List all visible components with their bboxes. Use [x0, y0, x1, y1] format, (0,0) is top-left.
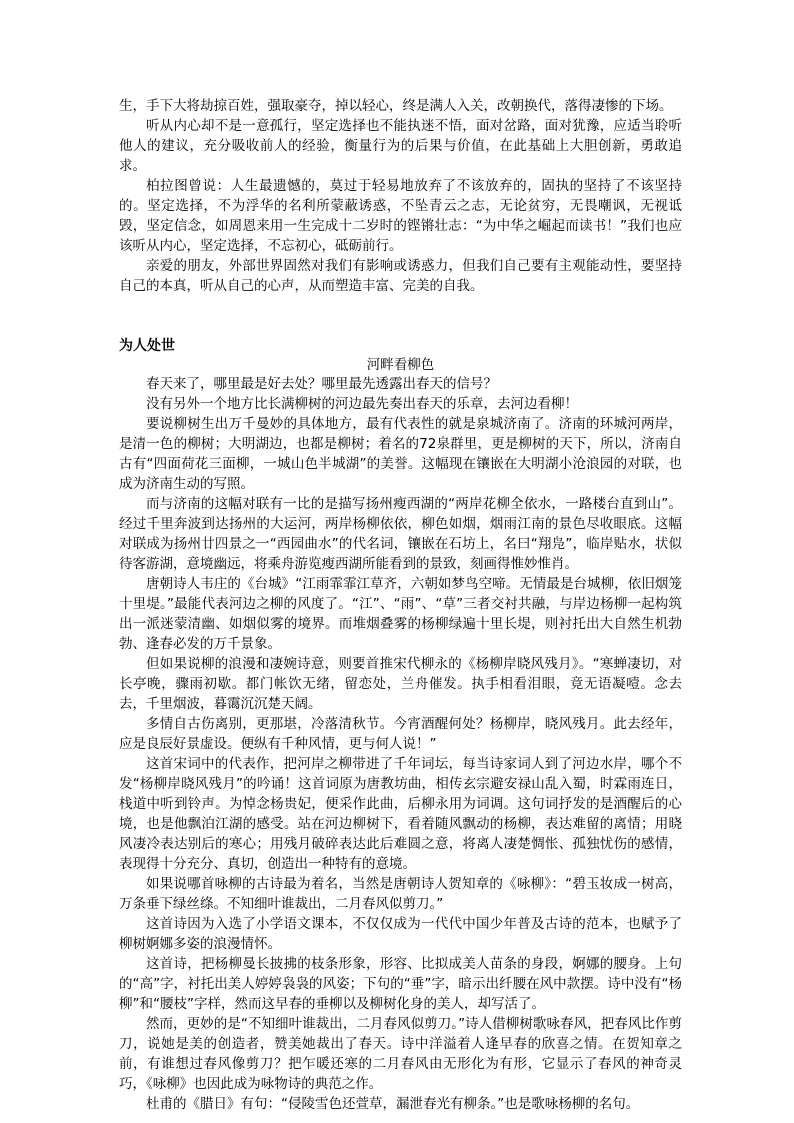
paragraph: 杜甫的《腊日》有句：“侵陵雪色还萱草，漏泄春光有柳条。”也是歌咏杨柳的名句。	[146, 1096, 640, 1112]
essay-section-conduct	[119, 336, 682, 1114]
paragraph: 这首宋词中的代表作，把河岸之柳带进了千年词坛，每当诗家词人到了河边水岸，哪个不发“杨柳岸晓风残月”的吟诵！这首词原为唐教坊曲，相传玄宗避安禄山乱入蜀，时霖雨连日，栈道中听到铃声。为悼念杨贵妃，便采作此曲，后柳永用为词调。这句词抒发的是酒醒后的心境，也是他飘泊江湖的感受。站在河边柳树下，看着随风飘动的杨柳，表达难留的离情；用晓风凄冷表达别后的寒心；用残月破碎表达此后难圆之意，将离人凄楚惆怅、孤独忧伤的感情，表现得十分充分、真切，创造出一种特有的意境。	[119, 756, 682, 872]
paragraph: 但如果说柳的浪漫和凄婉诗意，则要首推宋代柳永的《杨柳岸晓风残月》。“寒蝉凄切，对长亭晚，骤雨初歇。都门帐饮无绪，留恋处，兰舟催发。执手相看泪眼，竟无语凝噎。念去去，千里烟波，暮霭沉沉楚天阔。	[119, 656, 682, 712]
section-heading: 为人处世	[119, 338, 175, 354]
paragraph: 春天来了，哪里最是好去处？哪里最先透露出春天的信号？	[146, 376, 497, 392]
spacer	[119, 316, 682, 336]
paragraph: 听从内心却不是一意孤行，坚定选择也不能执迷不悟，面对岔路，面对犹豫，应适当聆听他人的建议，充分吸收前人的经验，衡量行为的后果与价值，在此基础上大胆创新，勇敢追求。	[119, 118, 682, 174]
essay-conclusion-section	[119, 96, 682, 296]
paragraph: 而与济南的这幅对联有一比的是描写扬州瘦西湖的“两岸花柳全依水，一路楼台直到山”。经过千里奔波到达扬州的大运河，两岸杨柳依依，柳色如烟，烟雨江南的景色尽收眼底。这幅对联成为扬州廿四景之一“西园曲水”的代名词，镶嵌在石坊上，名曰“翔凫”，临岸贴水，状似待客游湖，意境幽远，将乘舟游览瘦西湖所能看到的景致，刻画得惟妙惟肖。	[119, 496, 682, 572]
paragraph: 然而，更妙的是“不知细叶谁裁出，二月春风似剪刀。”诗人借柳树歌咏春风，把春风比作剪刀，说她是美的创造者，赞美她裁出了春天。诗中洋溢着人逢早春的欣喜之情。在贺知章之前，有谁想过春风像剪刀？把乍暖还寒的二月春风由无形化为有形，它显示了春风的神奇灵巧，《咏柳》也因此成为咏物诗的典范之作。	[119, 1016, 682, 1092]
paragraph: 柏拉图曾说：人生最遗憾的，莫过于轻易地放弃了不该放弃的，固执的坚持了不该坚持的。坚定选择，不为浮华的名利所蒙蔽诱惑，不坠青云之志，无论贫穷，无畏嘲讽，无视诋毁，坚定信念，如周恩来用一生完成十二岁时的铿锵壮志：“为中华之崛起而读书！”我们也应该听从内心，坚定选择，不忘初心，砥砺前行。	[119, 178, 682, 254]
paragraph: 没有另外一个地方比长满柳树的河边最先奏出春天的乐章，去河边看柳！	[146, 396, 578, 412]
paragraph: 多情自古伤离别，更那堪，冷落清秋节。今宵酒醒何处？杨柳岸，晓风残月。此去经年，应是良辰好景虚设。便纵有千种风情，更与何人说！”	[119, 716, 682, 752]
spacer	[119, 296, 682, 316]
paragraph: 生，手下大将劫掠百姓，强取豪夺，掉以轻心，终是满人入关，改朝换代，落得凄惨的下场。	[119, 98, 673, 114]
paragraph: 要说柳树生出万千曼妙的具体地方，最有代表性的就是泉城济南了。济南的环城河两岸，是清一色的柳树；大明湖边，也都是柳树；着名的72泉群里，更是柳树的天下，所以，济南自古有“四面荷花三面柳，一城山色半城湖”的美誉。这幅现在镶嵌在大明湖小沧浪园的对联，也成为济南生动的写照。	[119, 416, 682, 492]
paragraph: 这首诗，把杨柳曼长披拂的枝条形象，形容、比拟成美人苗条的身段，婀娜的腰身。上句的“高”字，衬托出美人婷婷袅袅的风姿；下句的“垂”字，暗示出纤腰在风中款摆。诗中没有“杨柳”和“腰枝”字样，然而这早春的垂柳以及柳树化身的美人，却写活了。	[119, 956, 682, 1012]
article-title: 河畔看柳色	[366, 357, 435, 373]
paragraph: 如果说哪首咏柳的古诗最为着名，当然是唐朝诗人贺知章的《咏柳》：“碧玉妆成一树高，万条垂下绿丝绦。不知细叶谁裁出，二月春风似剪刀。”	[119, 876, 682, 912]
paragraph: 亲爱的朋友，外部世界固然对我们有影响或诱惑力，但我们自己要有主观能动性，要坚持自己的本真，听从自己的心声，从而塑造丰富、完美的自我。	[119, 258, 682, 294]
paragraph: 唐朝诗人韦庄的《台城》“江雨霏霏江草齐，六朝如梦鸟空啼。无情最是台城柳，依旧烟笼十里堤。”最能代表河边之柳的风度了。“江”、“雨”、“草”三者交衬共融，与岸边杨柳一起构筑出一派迷蒙清幽、如烟似雾的境界。而堆烟叠雾的杨柳绿遍十里长堤，则衬托出大自然生机勃勃、逢春必发的万千景象。	[119, 576, 682, 652]
paragraph: 这首诗因为入选了小学语文课本，不仅仅成为一代代中国少年普及古诗的范本，也赋予了柳树婀娜多姿的浪漫情怀。	[119, 916, 682, 952]
